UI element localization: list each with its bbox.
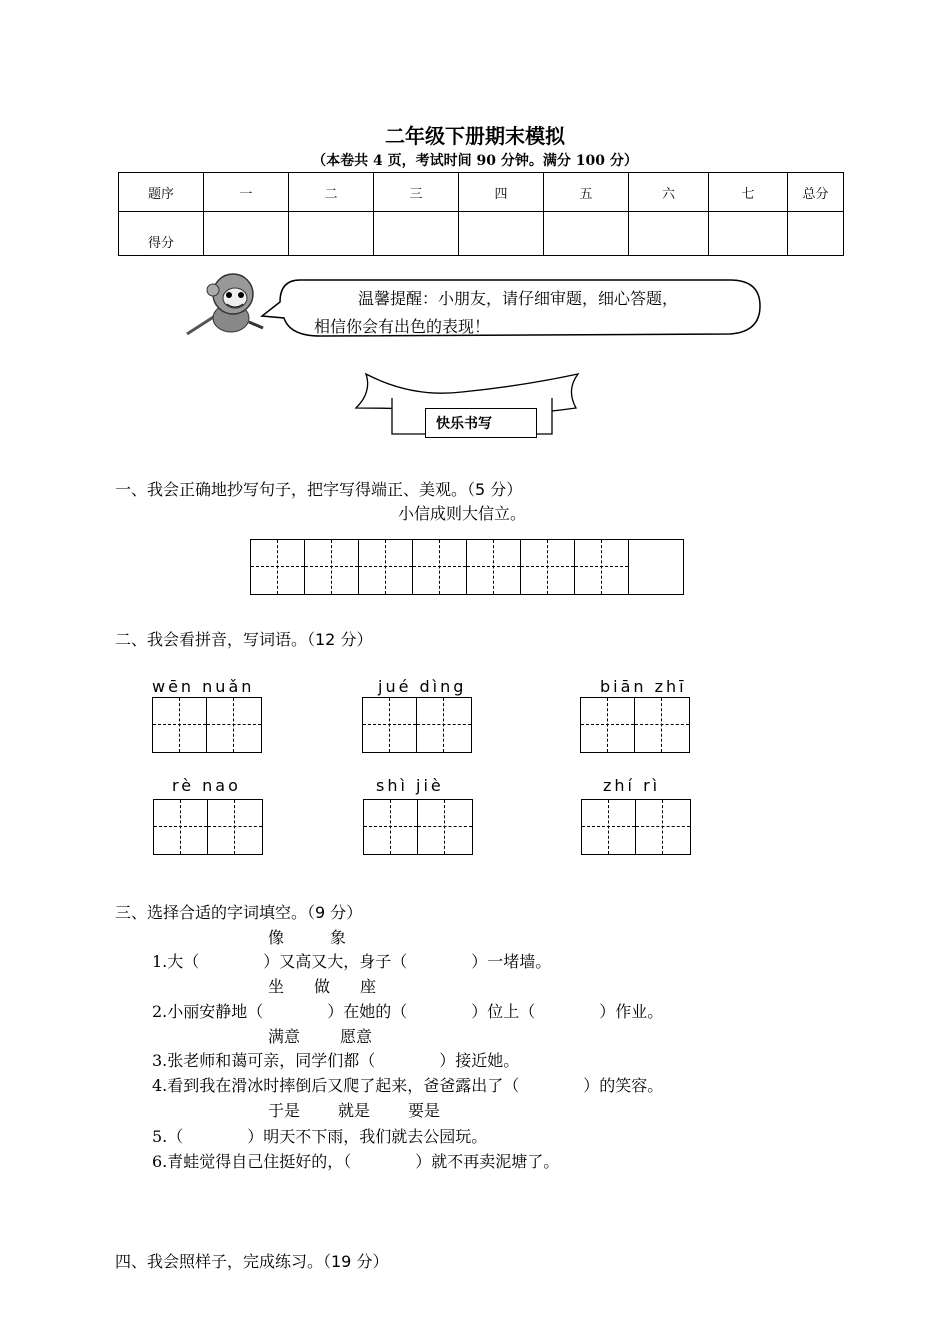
writing-cell[interactable] <box>305 540 359 594</box>
question-4: 4.看到我在滑冰时摔倒后又爬了起来，爸爸露出了（ ）的笑容。 <box>152 1076 664 1095</box>
writing-grid-sentence[interactable] <box>250 539 684 595</box>
writing-cell[interactable] <box>154 800 208 854</box>
word-grid[interactable] <box>581 799 691 855</box>
writing-cell[interactable] <box>251 540 305 594</box>
section-2-heading: 二、我会看拼音，写词语。（12 分） <box>115 630 373 649</box>
score-row-label: 得分 <box>119 212 204 256</box>
score-input-cell[interactable] <box>788 212 844 256</box>
tip-line-1: 温馨提醒：小朋友，请仔细审题，细心答题， <box>358 289 679 308</box>
pinyin-label: rè nao <box>172 776 241 795</box>
word-grid[interactable] <box>580 697 690 753</box>
writing-cell[interactable] <box>359 540 413 594</box>
score-header-cell: 二 <box>289 173 374 212</box>
score-header-cell: 总分 <box>788 173 844 212</box>
word-grid[interactable] <box>153 799 263 855</box>
option-word: 愿意 <box>340 1027 373 1046</box>
options-row <box>268 1024 372 1047</box>
score-input-cell[interactable] <box>289 212 374 256</box>
score-input-cell[interactable] <box>709 212 788 256</box>
writing-cell[interactable] <box>581 698 635 752</box>
writing-cell[interactable] <box>153 698 207 752</box>
option-word: 于是 <box>268 1101 301 1120</box>
score-table <box>118 172 844 256</box>
word-grid[interactable] <box>363 799 473 855</box>
score-input-cell[interactable] <box>374 212 459 256</box>
score-input-cell[interactable] <box>629 212 709 256</box>
section-4-heading: 四、我会照样子，完成练习。（19 分） <box>115 1252 389 1271</box>
section-1-heading: 一、我会正确地抄写句子，把字写得端正、美观。（5 分） <box>115 480 523 499</box>
option-word: 要是 <box>408 1101 441 1120</box>
options-row <box>268 974 376 997</box>
tip-line-2: 相信你会有出色的表现！ <box>314 317 491 336</box>
writing-cell[interactable] <box>635 698 689 752</box>
writing-cell[interactable] <box>582 800 636 854</box>
pinyin-label: shì jiè <box>376 776 444 795</box>
word-grid[interactable] <box>152 697 262 753</box>
writing-cell[interactable] <box>413 540 467 594</box>
writing-cell[interactable] <box>418 800 472 854</box>
banner-label: 快乐书写 <box>425 408 537 438</box>
option-word: 做 <box>314 977 331 996</box>
score-input-cell[interactable] <box>204 212 289 256</box>
options-row <box>268 1098 440 1121</box>
word-grid[interactable] <box>362 697 472 753</box>
exam-info: （本卷共 4 页，考试时间 90 分钟。满分 100 分） <box>312 153 638 169</box>
score-input-cell[interactable] <box>544 212 629 256</box>
option-word: 满意 <box>268 1027 301 1046</box>
pinyin-label: wēn nuǎn <box>152 677 255 696</box>
writing-cell[interactable] <box>417 698 471 752</box>
writing-cell[interactable] <box>467 540 521 594</box>
score-header-cell: 题序 <box>119 173 204 212</box>
score-header-cell: 七 <box>709 173 788 212</box>
writing-cell[interactable] <box>521 540 575 594</box>
question-1: 1.大（ ）又高又大，身子（ ）一堵墙。 <box>152 952 552 971</box>
writing-cell[interactable] <box>575 540 629 594</box>
score-header-cell: 三 <box>374 173 459 212</box>
score-input-cell[interactable] <box>459 212 544 256</box>
section-3-heading: 三、选择合适的字词填空。（9 分） <box>115 903 363 922</box>
copy-sentence: 小信成则大信立。 <box>398 504 527 523</box>
option-word: 像 <box>268 928 285 947</box>
writing-cell[interactable] <box>636 800 690 854</box>
question-5: 5.（ ）明天不下雨，我们就去公园玩。 <box>152 1127 488 1146</box>
score-header-cell: 六 <box>629 173 709 212</box>
option-word: 就是 <box>338 1101 371 1120</box>
writing-cell[interactable] <box>208 800 262 854</box>
option-word: 象 <box>330 928 347 947</box>
question-6: 6.青蛙觉得自己住挺好的，（ ）就不再卖泥塘了。 <box>152 1152 560 1171</box>
options-row <box>268 925 346 948</box>
writing-cell[interactable] <box>207 698 261 752</box>
score-header-cell: 一 <box>204 173 289 212</box>
writing-cell[interactable] <box>629 540 683 594</box>
writing-cell[interactable] <box>363 698 417 752</box>
option-word: 坐 <box>268 977 285 996</box>
page-title: 二年级下册期末模拟 <box>385 124 565 148</box>
pinyin-label: jué dìng <box>378 677 467 696</box>
score-header-cell: 四 <box>459 173 544 212</box>
question-3: 3.张老师和蔼可亲，同学们都（ ）接近她。 <box>152 1051 520 1070</box>
question-2: 2.小丽安静地（ ）在她的（ ）位上（ ）作业。 <box>152 1002 664 1021</box>
tip-text <box>300 285 760 341</box>
pinyin-label: zhí rì <box>603 776 661 795</box>
writing-cell[interactable] <box>364 800 418 854</box>
pinyin-label: biān zhī <box>600 677 687 696</box>
score-header-cell: 五 <box>544 173 629 212</box>
option-word: 座 <box>360 977 377 996</box>
